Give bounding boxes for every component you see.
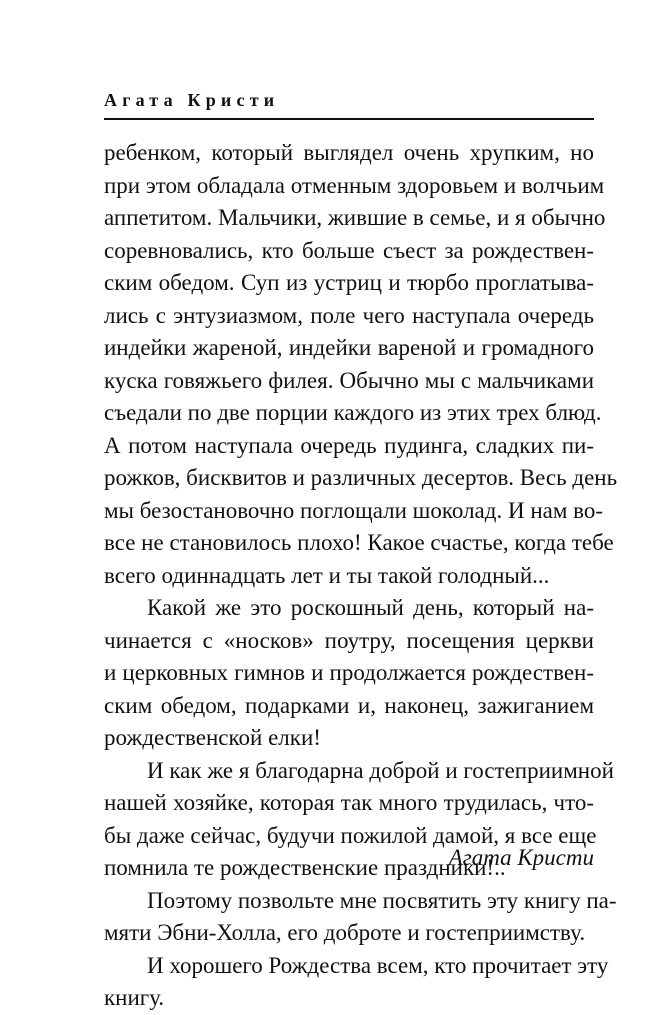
text-line: помнила те рождественские праздники!.. — [104, 855, 506, 880]
text-line: индейки жареной, индейки вареной и громадного — [104, 335, 594, 360]
text-line: мяти Эбни-Холла, его доброте и гостеприимству. — [104, 920, 586, 945]
text-line: чинается с «носков» поутру, посещения церкви — [104, 627, 594, 653]
text-line: аппетитом. Мальчики, жившие в семье, и я обычно — [104, 205, 606, 230]
text-line: Какой же это роскошный день, который на- — [147, 595, 594, 620]
text-line: лись с энтузиазмом, поле чего наступала очередь — [104, 302, 594, 328]
header-rule — [104, 118, 594, 120]
text-line: нашей хозяйке, которая так много трудилась, что- — [104, 790, 594, 815]
paragraph-1 — [104, 137, 618, 592]
text-line: бы даже сейчас, будучи пожилой дамой, я все еще — [104, 822, 597, 848]
text-line: куска говяжьего филея. Обычно мы с мальчиками — [104, 367, 594, 393]
text-line: ребенком, который выглядел очень хрупким, но — [104, 140, 594, 165]
paragraph-4 — [104, 885, 617, 950]
text-line: и церковных гимнов и продолжается рождествен- — [104, 660, 594, 685]
text-line: всего одиннадцать лет и ты такой голодный... — [104, 562, 550, 588]
text-line: соревновались, кто больше съест за рождествен- — [104, 237, 594, 263]
text-line: при этом обладала отменным здоровьем и волчьим — [104, 172, 605, 198]
text-line: И хорошего Рождества всем, кто прочитает эту — [147, 952, 609, 978]
text-line: рожков, бисквитов и различных десертов. Весь день — [104, 465, 618, 490]
paragraph-2 — [104, 592, 594, 755]
running-head: Агата Кристи — [104, 90, 280, 110]
text-line: Поэтому позвольте мне посвятить эту книгу па- — [147, 887, 617, 913]
text-line: книгу. — [104, 985, 165, 1010]
text-line: рождественской елки! — [104, 725, 321, 750]
text-line: И как же я благодарна доброй и гостеприимной — [147, 757, 614, 783]
author-signature: Агата Кристи — [448, 845, 594, 870]
text-line: А потом наступала очередь пудинга, сладких пи- — [104, 432, 594, 458]
text-line: мы безостановочно поглощали шоколад. И нам во- — [104, 497, 604, 523]
text-line: все не становилось плохо! Какое счастье, когда тебе — [104, 530, 614, 555]
text-line: ским обедом. Суп из устриц и тюрбо проглатыва- — [104, 270, 594, 295]
paragraph-5 — [104, 950, 609, 1015]
text-line: ским обедом, подарками и, наконец, зажиганием — [104, 692, 594, 718]
text-line: съедали по две порции каждого из этих трех блюд. — [104, 400, 602, 425]
body-text — [104, 137, 618, 1015]
